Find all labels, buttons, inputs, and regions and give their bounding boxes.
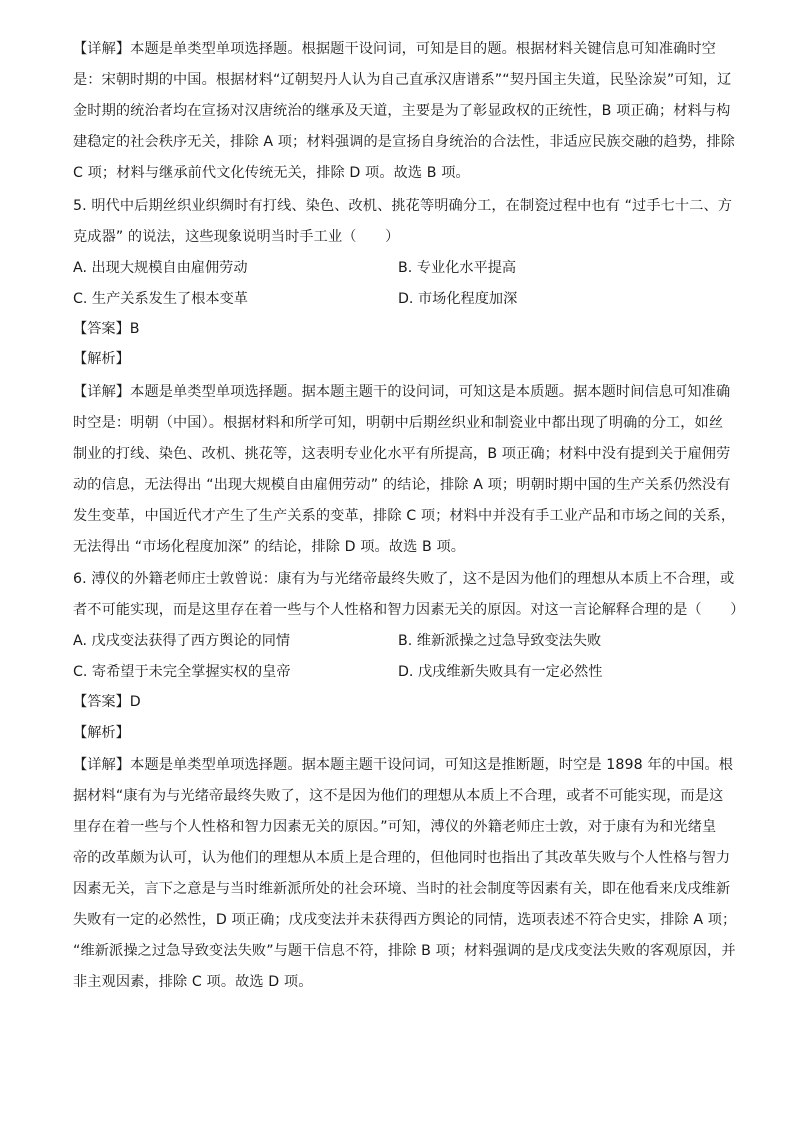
detail-line: 制业的打线、染色、改机、挑花等，这表明专业化水平有所提高，B 项正确；材料中没有提到关于雇佣劳 bbox=[73, 446, 731, 462]
text-line: 金时期的统治者均在宣扬对汉唐统治的继承及天道，主要是为了彰显政权的正统性，B 项正确；材料与构 bbox=[73, 103, 731, 119]
detail-line: 【详解】本题是单类型单项选择题。据本题主题干的设问词，可知这是本质题。据本题时间信息可知准确 bbox=[73, 384, 731, 400]
detail-line: 失败有一定的必然性，D 项正确；戊戌变法并未获得西方舆论的同情，选项表述不符合史实，排除 A 项； bbox=[73, 912, 737, 928]
option-a: A. 出现大规模自由雇佣劳动 bbox=[73, 260, 248, 276]
option-d: D. 戊戌维新失败具有一定必然性 bbox=[398, 664, 603, 680]
question-stem-line: 5. 明代中后期丝织业织绸时有打线、染色、改机、挑花等明确分工，在制瓷过程中也有 “过手七十二、方 bbox=[73, 198, 733, 214]
detail-line: 时空是：明朝（中国）。根据材料和所学可知，明朝中后期丝织业和制瓷业中都出现了明确的分工，如丝 bbox=[73, 415, 724, 431]
question-stem-line: 者不可能实现，而是这里存在着一些与个人性格和智力因素无关的原因。对这一言论解释合理的是（ ） bbox=[73, 602, 745, 618]
text-line: 【详解】本题是单类型单项选择题。根据题干设问词，可知是目的题。根据材料关键信息可知准确时空 bbox=[73, 41, 716, 57]
detail-line: 帝的改革颇为认可，认为他们的理想从本质上是合理的，但他同时也指出了其改革失败与个人性格与智力 bbox=[73, 850, 731, 866]
detail-line: 据材料“康有为与光绪帝最终失败了，这不是因为他们的理想从本质上不合理，或者不可能实现，而是这 bbox=[73, 788, 724, 804]
detail-line: 【详解】本题是单类型单项选择题。据本题主题干设问词，可知这是推断题，时空是 1898 年的中国。根 bbox=[73, 757, 734, 773]
option-c: C. 生产关系发生了根本变革 bbox=[73, 291, 248, 307]
text-line: 建稳定的社会秩序无关，排除 A 项；材料强调的是宣扬自身统治的合法性，非适应民族交融的趋势，排除 bbox=[73, 134, 735, 150]
detail-line: 里存在着一些与个人性格和智力因素无关的原因。”可知，溥仪的外籍老师庄士敦，对于康有为和光绪皇 bbox=[73, 819, 717, 835]
option-a: A. 戊戌变法获得了西方舆论的同情 bbox=[73, 633, 291, 649]
analysis-label: 【解析】 bbox=[73, 351, 130, 367]
option-d: D. 市场化程度加深 bbox=[398, 291, 518, 307]
text-line: 是：宋朝时期的中国。根据材料“辽朝契丹人认为自己直承汉唐谱系”“契丹国主失道，民坠涂炭”可知，辽 bbox=[73, 72, 732, 88]
detail-line: 非主观因素，排除 C 项。故选 D 项。 bbox=[73, 974, 313, 990]
detail-line: “维新派操之过急导致变法失败”与题干信息不符，排除 B 项；材料强调的是戊戌变法失败的客观原因，并 bbox=[73, 943, 736, 959]
answer-label: 【答案】B bbox=[73, 321, 140, 337]
detail-line: 因素无关，言下之意是与当时维新派所处的社会环境、当时的社会制度等因素有关，即在他看来戊戌维新 bbox=[73, 881, 731, 897]
option-b: B. 维新派操之过急导致变法失败 bbox=[398, 633, 602, 649]
analysis-label: 【解析】 bbox=[73, 725, 130, 741]
detail-line: 发生变革，中国近代才产生了生产关系的变革，排除 C 项；材料中并没有手工业产品和市场之间的关系， bbox=[73, 508, 736, 524]
answer-label: 【答案】D bbox=[73, 694, 141, 710]
detail-line: 无法得出 “市场化程度加深” 的结论，排除 D 项。故选 B 项。 bbox=[73, 539, 466, 555]
option-c: C. 寄希望于未完全掌握实权的皇帝 bbox=[73, 664, 291, 680]
question-stem-line: 克成器” 的说法，这些现象说明当时手工业（ ） bbox=[73, 229, 400, 245]
text-line: C 项；材料与继承前代文化传统无关，排除 D 项。故选 B 项。 bbox=[73, 165, 470, 181]
question-stem-line: 6. 溥仪的外籍老师庄士敦曾说：康有为与光绪帝最终失败了，这不是因为他们的理想从本质上不合理，或 bbox=[73, 571, 735, 587]
detail-line: 动的信息，无法得出 “出现大规模自由雇佣劳动” 的结论，排除 A 项；明朝时期中国的生产关系仍然没有 bbox=[73, 477, 731, 493]
option-b: B. 专业化水平提高 bbox=[398, 260, 517, 276]
